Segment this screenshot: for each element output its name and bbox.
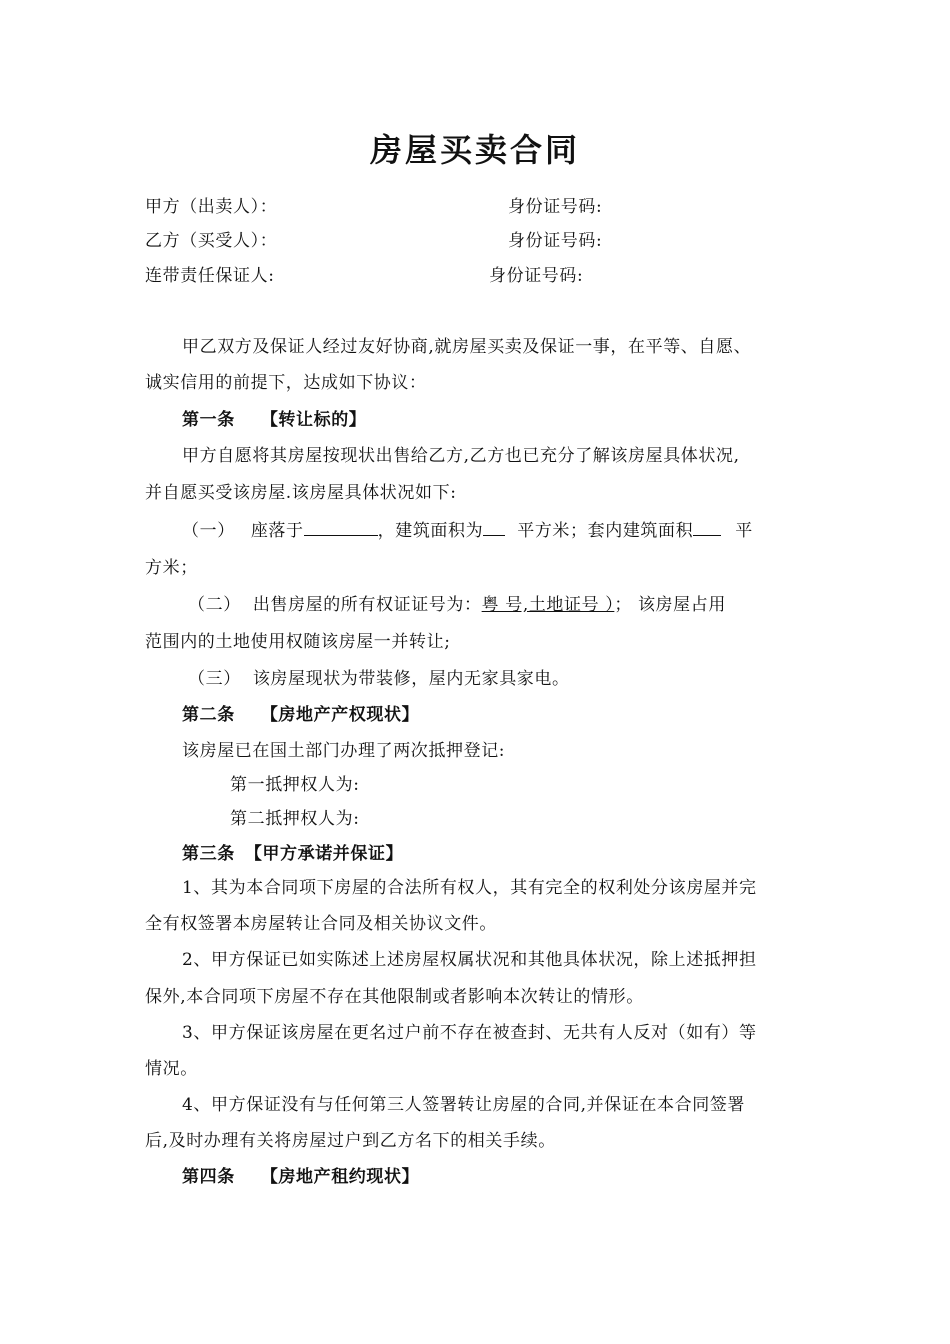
- intro-line-2: 诚实信用的前提下，达成如下协议：: [145, 373, 427, 393]
- seller-id-label: 身份证号码:: [508, 197, 603, 217]
- item-3-text: 该房屋现状为带装修，屋内无家具家电。: [252, 669, 570, 689]
- clause-4-line-1: 4、甲方保证没有与任何第三人签署转让房屋的合同,并保证在本合同签署: [182, 1095, 746, 1115]
- article-1-number: 第一条: [182, 410, 235, 430]
- item-1-location-label: 座落于: [250, 521, 304, 541]
- article-1-para-line-1: 甲方自愿将其房屋按现状出售给乙方,乙方也已充分了解该房屋具体状况,: [182, 446, 740, 466]
- item-2-tail: ； 该房屋占用: [614, 595, 726, 615]
- clause-3-line-2: 情况。: [145, 1059, 198, 1079]
- item-1-inner-area-label: 平方米；套内建筑面积: [517, 521, 694, 541]
- article-2-title: 【房地产产权现状】: [260, 705, 420, 725]
- article-4-heading: [182, 1165, 419, 1189]
- article-4-number: 第四条: [182, 1167, 235, 1187]
- page-title: 房屋买卖合同: [369, 131, 580, 169]
- item-3-number: （三）: [188, 669, 241, 689]
- article-1-item-2-line-2: 范围内的土地使用权随该房屋一并转让;: [145, 632, 451, 652]
- item-2-cert-number: 粤 号,土地证号 ）: [481, 595, 615, 615]
- article-1-title: 【转让标的】: [260, 410, 367, 430]
- location-blank: [304, 518, 378, 536]
- seller-label: 甲方（出卖人）：: [145, 197, 278, 217]
- item-2-cert-label: 出售房屋的所有权证证号为：: [252, 595, 482, 615]
- article-2-para: 该房屋已在国土部门办理了两次抵押登记:: [182, 741, 506, 761]
- article-3-title: 【甲方承诺并保证】: [244, 844, 404, 864]
- article-1-item-1: [182, 518, 753, 543]
- article-1-item-2: [188, 593, 726, 617]
- intro-line-1: 甲乙双方及保证人经过友好协商,就房屋买卖及保证一事，在平等、自愿、: [182, 337, 752, 357]
- guarantor-label: 连带责任保证人:: [145, 266, 275, 286]
- guarantor-id-label: 身份证号码:: [489, 266, 584, 286]
- article-1-heading: [182, 408, 366, 432]
- area-blank: [483, 518, 505, 536]
- item-1-unit: 平: [735, 521, 753, 541]
- article-1-item-1-line-2: 方米；: [145, 558, 198, 578]
- article-1-para-line-2: 并自愿买受该房屋.该房屋具体状况如下:: [145, 483, 457, 503]
- article-2-heading: [182, 703, 419, 727]
- second-mortgagee: 第二抵押权人为:: [230, 809, 360, 829]
- clause-2-line-1: 2、甲方保证已如实陈述上述房屋权属状况和其他具体状况，除上述抵押担: [182, 950, 757, 970]
- buyer-id-label: 身份证号码:: [508, 231, 603, 251]
- clause-2-line-2: 保外,本合同项下房屋不存在其他限制或者影响本次转让的情形。: [145, 987, 644, 1007]
- item-1-area-label: ，建筑面积为: [377, 521, 484, 541]
- clause-4-line-2: 后,及时办理有关将房屋过户到乙方名下的相关手续。: [145, 1131, 556, 1151]
- first-mortgagee: 第一抵押权人为:: [230, 775, 360, 795]
- clause-3-line-1: 3、甲方保证该房屋在更名过户前不存在被查封、无共有人反对（如有）等: [182, 1023, 757, 1043]
- article-3-heading: [182, 842, 403, 866]
- clause-1-line-2: 全有权签署本房屋转让合同及相关协议文件。: [145, 914, 497, 934]
- article-3-number: 第三条: [182, 844, 235, 864]
- inner-area-blank: [693, 518, 721, 536]
- item-1-number: （一）: [182, 521, 235, 541]
- article-1-item-3: [188, 667, 570, 691]
- item-2-number: （二）: [188, 595, 241, 615]
- clause-1-line-1: 1、其为本合同项下房屋的合法所有权人，其有完全的权利处分该房屋并完: [182, 878, 757, 898]
- buyer-label: 乙方（买受人）：: [145, 231, 278, 251]
- article-4-title: 【房地产租约现状】: [260, 1167, 420, 1187]
- article-2-number: 第二条: [182, 705, 235, 725]
